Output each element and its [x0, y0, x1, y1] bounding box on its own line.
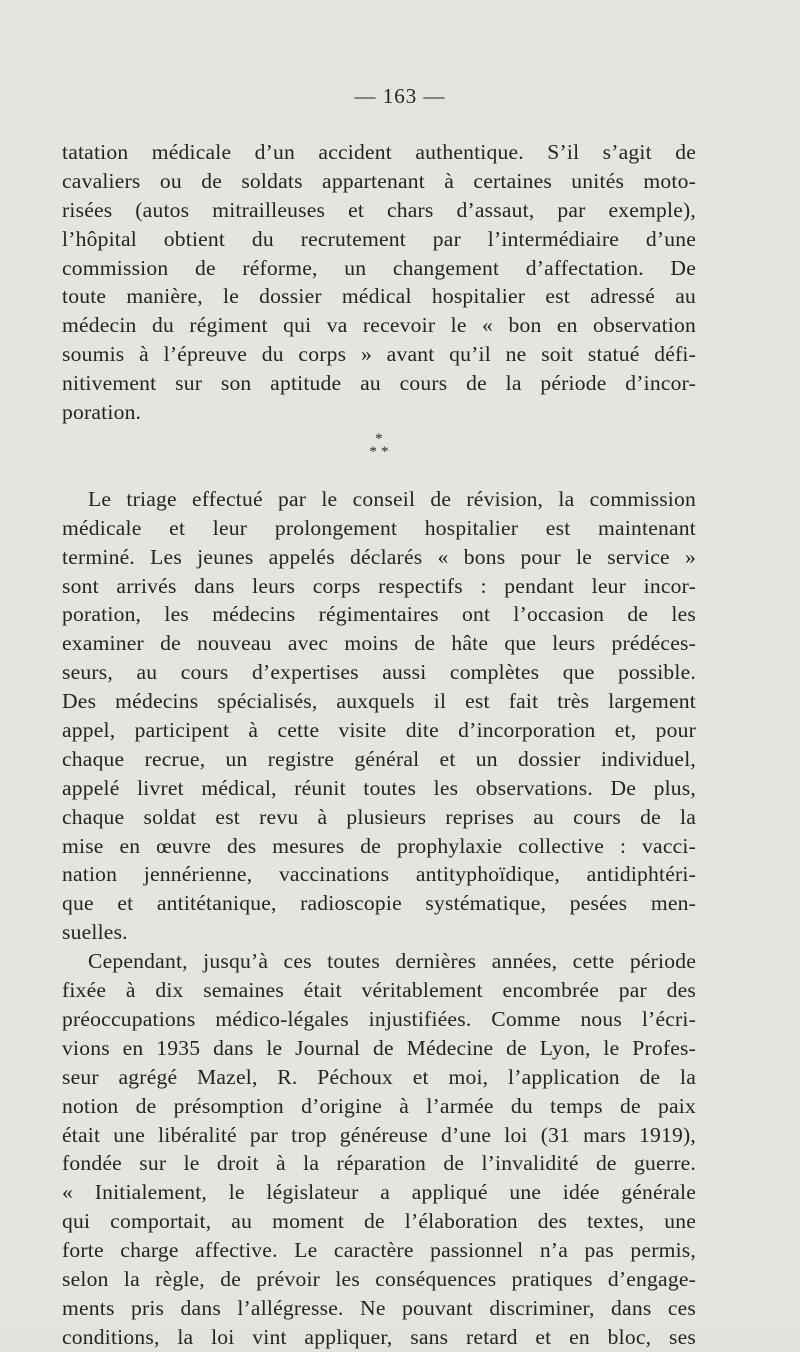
text-line: appel, participent à cette visite dite d’incorporation et, pour — [62, 718, 696, 743]
text-line: « Initialement, le législateur a appliqué une idée générale — [62, 1180, 696, 1205]
text-line: seur agrégé Mazel, R. Péchoux et moi, l’application de la — [62, 1064, 696, 1089]
text-line: appelé livret médical, réunit toutes les observations. De plus, — [62, 775, 696, 800]
text-line: chaque soldat est revu à plusieurs reprises au cours de la — [62, 804, 696, 829]
body-text — [62, 138, 696, 1352]
text-line: selon la règle, de prévoir les conséquences pratiques d’engage- — [62, 1266, 696, 1291]
text-line: médicale et leur prolongement hospitalier est maintenant — [62, 515, 696, 540]
text-line: vions en 1935 dans le Journal de Médecine de Lyon, le Profes- — [62, 1035, 696, 1060]
text-line: conditions, la loi vint appliquer, sans retard et en bloc, ses — [62, 1324, 696, 1349]
text-line: nation jennérienne, vaccinations antityphoïdique, antidiphtéri- — [62, 862, 696, 887]
section-separator — [62, 427, 696, 485]
text-line: fixée à dix semaines était véritablement encombrée par des — [62, 978, 696, 1003]
text-line: forte charge affective. Le caractère passionnel n’a pas permis, — [62, 1238, 696, 1263]
text-line: l’hôpital obtient du recrutement par l’intermédiaire d’une — [62, 226, 696, 251]
text-line: ments pris dans l’allégresse. Ne pouvant discriminer, dans ces — [62, 1295, 696, 1320]
text-line: toute manière, le dossier médical hospitalier est adressé au — [62, 284, 696, 309]
text-line: sont arrivés dans leurs corps respectifs : pendant leur incor- — [62, 573, 696, 598]
separator-star-bottom: * * — [369, 443, 389, 460]
text-line: préoccupations médico-légales injustifiées. Comme nous l’écri- — [62, 1006, 696, 1031]
text-line: risées (autos mitrailleuses et chars d’assaut, par exemple), — [62, 197, 696, 222]
text-line: poration, les médecins régimentaires ont l’occasion de les — [62, 602, 696, 627]
text-line: médecin du régiment qui va recevoir le « bon en observation — [62, 313, 696, 338]
text-line: cavaliers ou de soldats appartenant à certaines unités moto- — [62, 168, 696, 193]
text-line: poration. — [62, 400, 142, 425]
text-line: suelles. — [62, 920, 128, 945]
text-line: nitivement sur son aptitude au cours de la période d’incor- — [62, 371, 696, 396]
text-line: Cependant, jusqu’à ces toutes dernières années, cette période — [88, 949, 696, 974]
separator-star-top: * — [375, 430, 383, 447]
text-line: soumis à l’épreuve du corps » avant qu’il ne soit statué défi- — [62, 342, 696, 367]
text-line: commission de réforme, un changement d’affectation. De — [62, 255, 696, 280]
text-line: fondée sur le droit à la réparation de l’invalidité de guerre. — [62, 1151, 696, 1176]
text-line: terminé. Les jeunes appelés déclarés « bons pour le service » — [62, 544, 696, 569]
text-line: notion de présomption d’origine à l’armée du temps de paix — [62, 1093, 696, 1118]
text-line: examiner de nouveau avec moins de hâte que leurs prédéces- — [62, 631, 696, 656]
text-line: était une libéralité par trop généreuse d’une loi (31 mars 1919), — [62, 1122, 696, 1147]
text-line: chaque recrue, un registre général et un dossier individuel, — [62, 746, 696, 771]
page-number: — 163 — — [354, 84, 446, 108]
text-line: Le triage effectué par le conseil de révision, la commission — [88, 486, 696, 511]
text-line: seurs, au cours d’expertises aussi complètes que possible. — [62, 660, 696, 685]
text-line: qui comportait, au moment de l’élaboration des textes, une — [62, 1209, 696, 1234]
text-line: Des médecins spécialisés, auxquels il est fait très largement — [62, 689, 696, 714]
text-line: mise en œuvre des mesures de prophylaxie collective : vacci- — [62, 833, 696, 858]
text-line: tatation médicale d’un accident authentique. S’il s’agit de — [62, 140, 696, 164]
text-line: que et antitétanique, radioscopie systématique, pesées men- — [62, 891, 696, 916]
